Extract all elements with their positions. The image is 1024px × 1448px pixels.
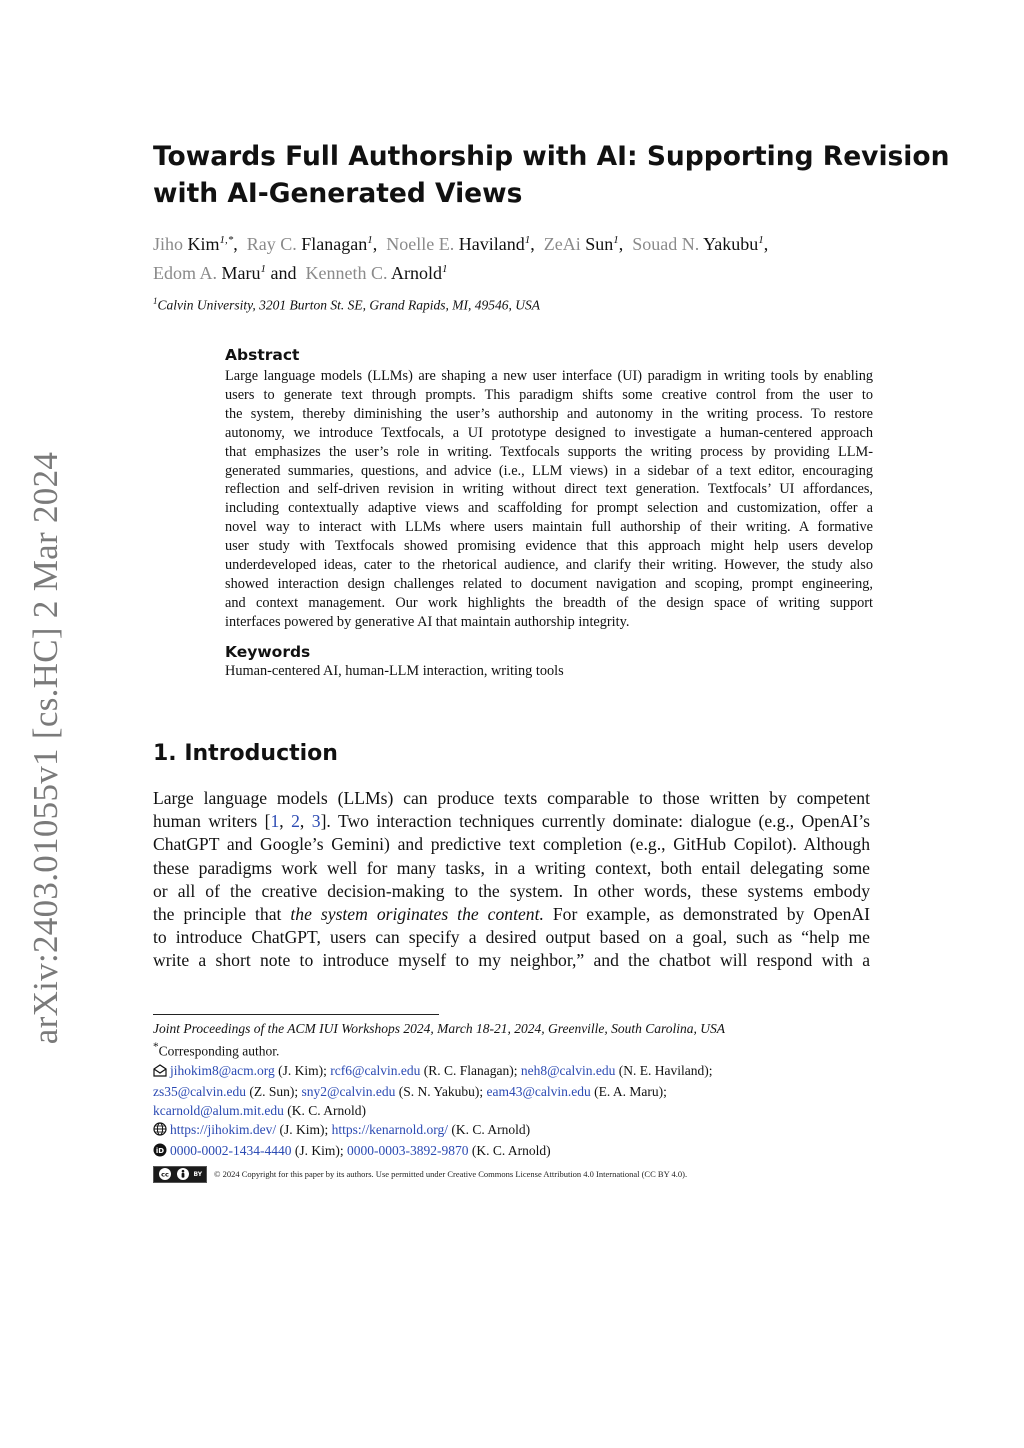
body-line: or all of the creative decision-making to the system. In other words, these systems embody (153, 880, 870, 901)
body-line: to introduce ChatGPT, users can specify a desired output based on a goal, such as “help me (153, 927, 870, 948)
cc-by-badge[interactable] (153, 1166, 207, 1183)
abstract-line: users to generate text through prompts. This paradigm shifts some creative control from the user to (225, 386, 873, 403)
orcid-link[interactable]: 0000-0003-3892-9870 (347, 1142, 469, 1158)
email-link[interactable]: neh8@calvin.edu (520, 1062, 616, 1078)
affiliation: $^1$Calvin University, 3201 Burton St. SE, Grand Rapids, MI, 49546, USA (153, 296, 540, 313)
license-text: © 2024 Copyright for this paper by its authors. Use permitted under Creative Commons License Attribution 4.0 International (CC BY 4.0). (214, 1168, 688, 1179)
abstract-line: reflection and self-driven revision in writing without direct text generation. Textfocals’ UI affordances, (225, 481, 873, 498)
section-heading-introduction: 1. Introduction (153, 741, 338, 766)
keywords-body: Human-centered AI, human-LLM interaction, writing tools (225, 663, 564, 679)
arxiv-identifier: arXiv:2403.01055v1 [cs.HC] 2 Mar 2024 (26, 451, 65, 1045)
globe-icon (153, 1122, 167, 1141)
author: Jiho Kim$^{1,*}$, (153, 234, 238, 254)
author-line (153, 228, 893, 257)
body-line: these paradigms work well for many tasks, in a writing context, both entail delegating some (153, 857, 870, 878)
abstract-line: including contextually adaptive views and scaffolding for prompt selection and customization, offer a (225, 500, 873, 517)
email-line: jihokim8@acm.org (J. Kim); rcf6@calvin.edu (R. C. Flanagan); neh8@calvin.edu (N. E. Haviland); (153, 1061, 893, 1082)
abstract-line: user study with Textfocals showed promising evidence that this approach might help users develop (225, 538, 873, 555)
abstract-line: the system, thereby diminishing the user’s authorship and autonomy in the writing process. To restore (225, 405, 873, 422)
person-icon (176, 1167, 190, 1181)
body-line: write a short note to introduce myself to my neighbor,” and the chatbot will respond with a (153, 950, 870, 971)
svg-text:cc: cc (161, 1170, 169, 1179)
envelope-icon (153, 1063, 167, 1082)
title-line: with AI-Generated Views (153, 178, 523, 209)
abstract-line: and context management. Our work highlights the breadth of the design space of writing support (225, 594, 873, 611)
body-line: human writers [1, 2, 3]. Two interaction techniques currently dominate: dialogue (e.g., OpenAI’s (153, 811, 871, 832)
body-line: Large language models (LLMs) can produce texts comparable to those written by competent (153, 788, 870, 808)
abstract-line: showed interaction design challenges related to document navigation and scoping, prompt engineering, (225, 575, 873, 592)
author: Souad N. Yakubu$^1$, (632, 234, 769, 254)
corresponding-note: *Corresponding author. (153, 1041, 280, 1059)
citation-link[interactable]: 1 (270, 811, 280, 832)
introduction-body (153, 787, 870, 973)
email-link[interactable]: kcarnold@alum.mit.edu (153, 1102, 284, 1118)
author: Kenneth C. Arnold$^1$ (305, 263, 448, 283)
arxiv-sidebar (0, 0, 92, 1448)
body-line: ChatGPT and Google’s Gemini) and predictive text completion (e.g., GitHub Copilot). Although (153, 834, 870, 855)
cc-badge-label: BY (193, 1170, 203, 1178)
orcid-icon (153, 1143, 167, 1162)
email-link[interactable]: sny2@calvin.edu (301, 1083, 396, 1099)
author: Edom A. Maru$^1$ and (153, 263, 297, 283)
license-line (153, 1165, 893, 1184)
abstract-heading: Abstract (225, 346, 300, 364)
url-link[interactable]: https://kenarnold.org/ (331, 1121, 449, 1137)
abstract-line: that emphasizes the user’s role in writing. Textfocals supports the writing process by providing LLM- (225, 443, 873, 460)
url-link[interactable]: https://jihokim.dev/ (170, 1121, 277, 1137)
abstract-line: novel way to interact with LLMs where users maintain full authorship of their writing. A formative (225, 519, 873, 536)
cc-icon (158, 1167, 172, 1181)
email-link[interactable]: rcf6@calvin.edu (330, 1062, 421, 1078)
email-line: zs35@calvin.edu (Z. Sun); sny2@calvin.edu (S. N. Yakubu); eam43@calvin.edu (E. A. Maru); (153, 1083, 667, 1099)
footnotes (153, 1019, 893, 1184)
abstract-line: underdeveloped ideas, cater to the rhetorical audience, and clarify their writing. However, the study also (225, 557, 873, 574)
email-link[interactable]: jihokim8@acm.org (170, 1062, 275, 1078)
author: Ray C. Flanagan$^1$, (246, 234, 378, 254)
footnote-divider (153, 1014, 439, 1015)
orcid-link[interactable]: 0000-0002-1434-4440 (170, 1142, 292, 1158)
author-line (153, 257, 893, 286)
venue-note: Joint Proceedings of the ACM IUI Workshops 2024, March 18-21, 2024, Greenville, South Carolina, USA (153, 1021, 726, 1036)
author-list (153, 228, 893, 286)
email-link[interactable]: eam43@calvin.edu (486, 1083, 591, 1099)
orcid-line: iD 0000-0002-1434-4440 (J. Kim); 0000-0003-3892-9870 (K. C. Arnold) (153, 1141, 893, 1162)
abstract-line: autonomy, we introduce Textfocals, a UI prototype designed to investigate a human-centered approach (225, 424, 873, 441)
email-link[interactable]: zs35@calvin.edu (153, 1083, 247, 1099)
email-line: kcarnold@alum.mit.edu (K. C. Arnold) (153, 1102, 367, 1118)
citation-link[interactable]: 3 (311, 811, 321, 832)
abstract-line: Large language models (LLMs) are shaping a new user interface (UI) paradigm in writing tools by enabling (225, 368, 873, 384)
author: Noelle E. Haviland$^1$, (386, 234, 535, 254)
paper-title (153, 138, 950, 212)
svg-text:iD: iD (155, 1146, 165, 1155)
citation-link[interactable]: 2 (291, 811, 300, 832)
keywords-heading: Keywords (225, 643, 311, 661)
url-line: https://jihokim.dev/ (J. Kim); https://kenarnold.org/ (K. C. Arnold) (153, 1120, 893, 1141)
abstract-line: interfaces powered by generative AI that maintain authorship integrity. (225, 613, 630, 630)
author: ZeAi Sun$^1$, (543, 234, 624, 254)
abstract-body (225, 367, 873, 632)
title-line: Towards Full Authorship with AI: Supporting Revision (153, 141, 950, 172)
abstract-line: generated summaries, questions, and advice (i.e., LLM views) in a sidebar of a text editor, encouraging (225, 462, 873, 479)
body-line: the principle that the system originates the content. For example, as demonstrated by OpenAI (153, 904, 870, 925)
